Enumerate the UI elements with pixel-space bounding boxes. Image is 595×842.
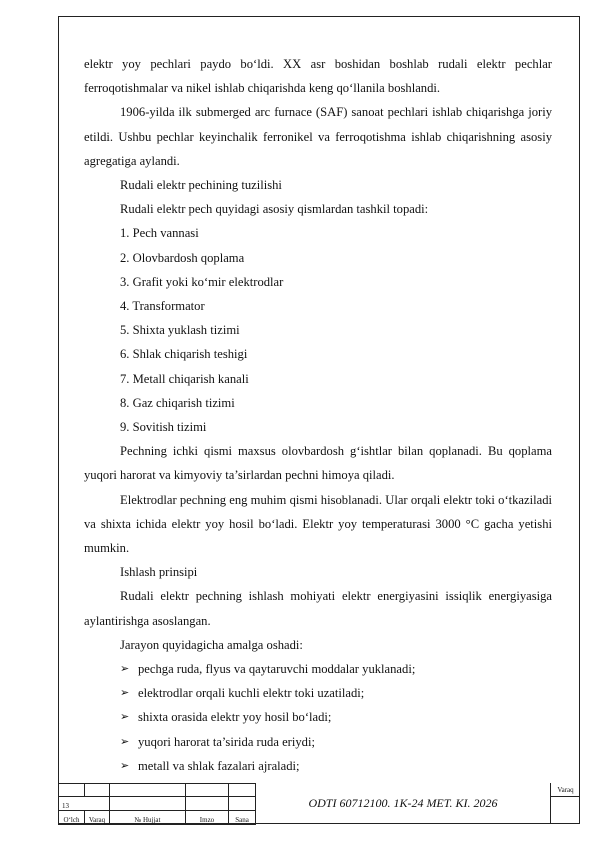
paragraph: Elektrodlar pechning eng muhim qismi hisoblanadi. Ular orqali elektr toki o‘tkaziladi va shixta ichida elektr yoy hosil bo‘ladi. Elektr yoy temperaturasi 3000 °C gacha yetishi mumkin. (84, 492, 552, 556)
arrow-bullet-icon: ➢ (120, 758, 130, 772)
title-block-stamp (58, 783, 580, 824)
document-body (84, 52, 552, 778)
paragraph: elektr yoy pechlari paydo bo‘ldi. XX asr boshidan boshlab rudali elektr pechlar ferroqotishmalar va nikel ishlab chiqarishda keng qo‘llanila boshlandi. (84, 57, 552, 96)
text-line: Ishlash prinsipi (120, 565, 198, 580)
arrow-bullet-icon: ➢ (120, 734, 130, 748)
text-line: 5. Shixta yuklash tizimi (120, 323, 240, 338)
bullet-text: shixta orasida elektr yoy hosil bo‘ladi; (138, 710, 332, 725)
document-code: ODTI 60712100. 1K-24 MET. KI. 2026 (255, 783, 551, 824)
stamp-cell (85, 784, 110, 797)
text-line: 1. Pech vannasi (120, 226, 199, 241)
col-hujjat-label: № Hujjat (110, 811, 186, 825)
varaq-box (551, 783, 580, 824)
page-number: 13 (59, 797, 110, 811)
stamp-cell (229, 797, 256, 811)
col-varaq-label: Varaq (85, 811, 110, 825)
text-line: 6. Shlak chiqarish teshigi (120, 347, 248, 362)
text-line: Jarayon quyidagicha amalga oshadi: (120, 637, 303, 652)
text-line: 8. Gaz chiqarish tizimi (120, 395, 235, 410)
bullet-text: pechga ruda, flyus va qaytaruvchi moddalar yuklanadi; (138, 662, 416, 677)
text-line: 2. Olovbardosh qoplama (120, 250, 245, 265)
stamp-cell (110, 797, 186, 811)
col-sana-label: Sana (229, 811, 256, 825)
text-line: 7. Metall chiqarish kanali (120, 371, 249, 386)
stamp-cell (229, 784, 256, 797)
bullet-text: yuqori harorat ta’sirida ruda eriydi; (138, 734, 315, 749)
paragraph: 1906-yilda ilk submerged arc furnace (SAF) sanoat pechlari ishlab chiqarishga joriy etildi. Ushbu pechlar keyinchalik ferronikel va ferroqotishma ishlab chiqarishning asosiy agregatiga aylandi. (84, 105, 552, 168)
text-line: Rudali elektr pech quyidagi asosiy qismlardan tashkil topadi: (120, 202, 429, 217)
arrow-bullet-icon: ➢ (120, 662, 130, 676)
bullet-item (84, 754, 552, 778)
stamp-cell (59, 784, 85, 797)
col-olch-label: O‘lch (59, 811, 85, 825)
text-line: 9. Sovitish tizimi (120, 420, 207, 435)
col-imzo-label: Imzo (186, 811, 229, 825)
stamp-cell (186, 797, 229, 811)
bullet-item (84, 681, 552, 705)
bullet-text: elektrodlar orqali kuchli elektr toki uzatiladi; (138, 686, 365, 701)
stamp-cell (186, 784, 229, 797)
bullet-item (84, 705, 552, 729)
arrow-bullet-icon: ➢ (120, 710, 130, 724)
paragraph: Rudali elektr pechning ishlash mohiyati elektr energiyasini issiqlik energiyasiga aylantirishga asoslangan. (84, 589, 552, 628)
bullet-item (84, 657, 552, 681)
stamp-cell (110, 784, 186, 797)
text-line: 4. Transformator (120, 299, 205, 314)
bullet-text: metall va shlak fazalari ajraladi; (138, 758, 300, 773)
text-line: 3. Grafit yoki ko‘mir elektrodlar (120, 274, 284, 289)
paragraph: Pechning ichki qismi maxsus olovbardosh g‘ishtlar bilan qoplanadi. Bu qoplama yuqori harorat va kimyoviy ta’sirlardan pechni himoya qiladi. (84, 444, 552, 483)
bullet-item (84, 730, 552, 754)
stamp-grid (58, 783, 256, 825)
arrow-bullet-icon: ➢ (120, 686, 130, 700)
varaq-label: Varaq (551, 783, 580, 797)
text-line: Rudali elektr pechining tuzilishi (120, 178, 282, 193)
